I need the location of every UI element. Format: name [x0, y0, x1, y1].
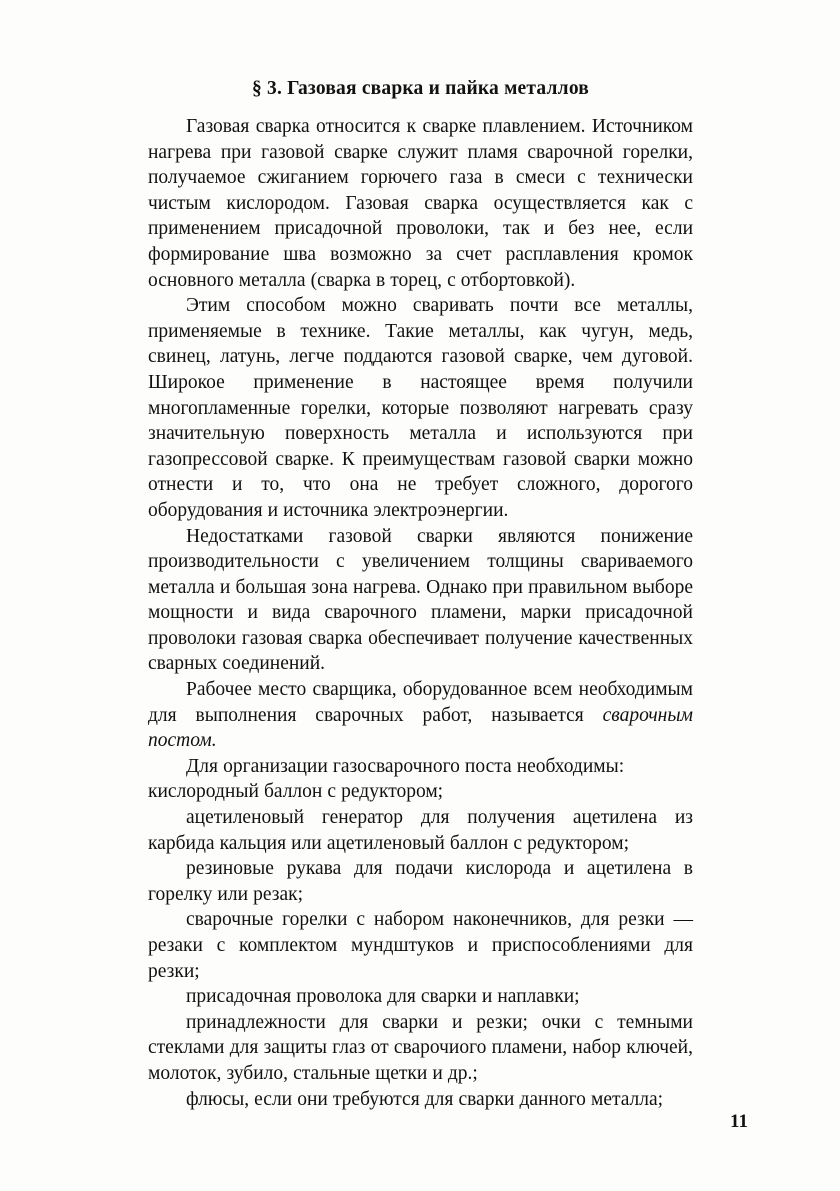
- paragraph-5: Для организации газосварочного поста необходимы:: [186, 755, 625, 777]
- list-item-oxygen-cylinder: кислородный баллон с редуктором;: [148, 781, 444, 803]
- term-svarochnym-postom: сварочным постом.: [148, 704, 693, 752]
- list-item-rubber-hoses: резиновые рукава для подачи кислорода и ацетилена в горелку или резак;: [148, 858, 693, 905]
- list-item-filler-wire: присадочная проволока для сварки и наплавки;: [186, 986, 580, 1008]
- paragraph-4-text: Рабочее место сварщика, оборудованное всем необходимым для выполнения сварочных работ, называется: [148, 679, 693, 726]
- list-item-fluxes: флюсы, если они требуются для сварки данного металла;: [186, 1088, 664, 1110]
- paragraph-4: [148, 677, 693, 754]
- paragraph-3: Недостатками газовой сварки являются понижение производительности с увеличением толщины свариваемого металла и большая зона нагрева. Однако при правильном выборе мощности и вида сварочного пламени, марки присадочной проволоки газовая сварка обеспечивает получение качественных сварных соединений.: [148, 525, 693, 675]
- page-content: [148, 78, 693, 1112]
- paragraph-2: Этим способом можно сваривать почти все металлы, применяемые в технике. Такие металлы, как чугун, медь, свинец, латунь, легче поддаются газовой сварке, чем дуговой. Широкое применение в настоящее время получили многопламенные горелки, которые позволяют нагревать сразу значительную поверхность металла и используются при газопрессовой сварке. К преимуществам газовой сварки можно отнести и то, что она не требует сложного, дорогого оборудования и источника электроэнергии.: [148, 295, 693, 521]
- list-item-welding-torches: сварочные горелки с набором наконечников, для резки — резаки с комплектом мундштуков и приспособлениями для резки;: [148, 909, 693, 982]
- paragraph-1: Газовая сварка относится к сварке плавлением. Источником нагрева при газовой сварке служит пламя сварочной горелки, получаемое сжиганием горючего газа в смеси с технически чистым кислородом. Газовая сварка осуществляется как с применением присадочной проволоки, так и без нее, если формирование шва возможно за счет расплавления кромок основного металла (сварка в торец, с отбортовкой).: [148, 116, 693, 291]
- list-item-acetylene-generator: ацетиленовый генератор для получения ацетилена из карбида кальция или ацетиленовый баллон с редуктором;: [148, 807, 693, 854]
- section-heading: § 3. Газовая сварка и пайка металлов: [251, 78, 590, 99]
- page-number: 11: [730, 1111, 748, 1132]
- list-item-accessories: принадлежности для сварки и резки; очки с темными стеклами для защиты глаз от сварочиого пламени, набор ключей, молоток, зубило, стальные щетки и др.;: [148, 1011, 693, 1084]
